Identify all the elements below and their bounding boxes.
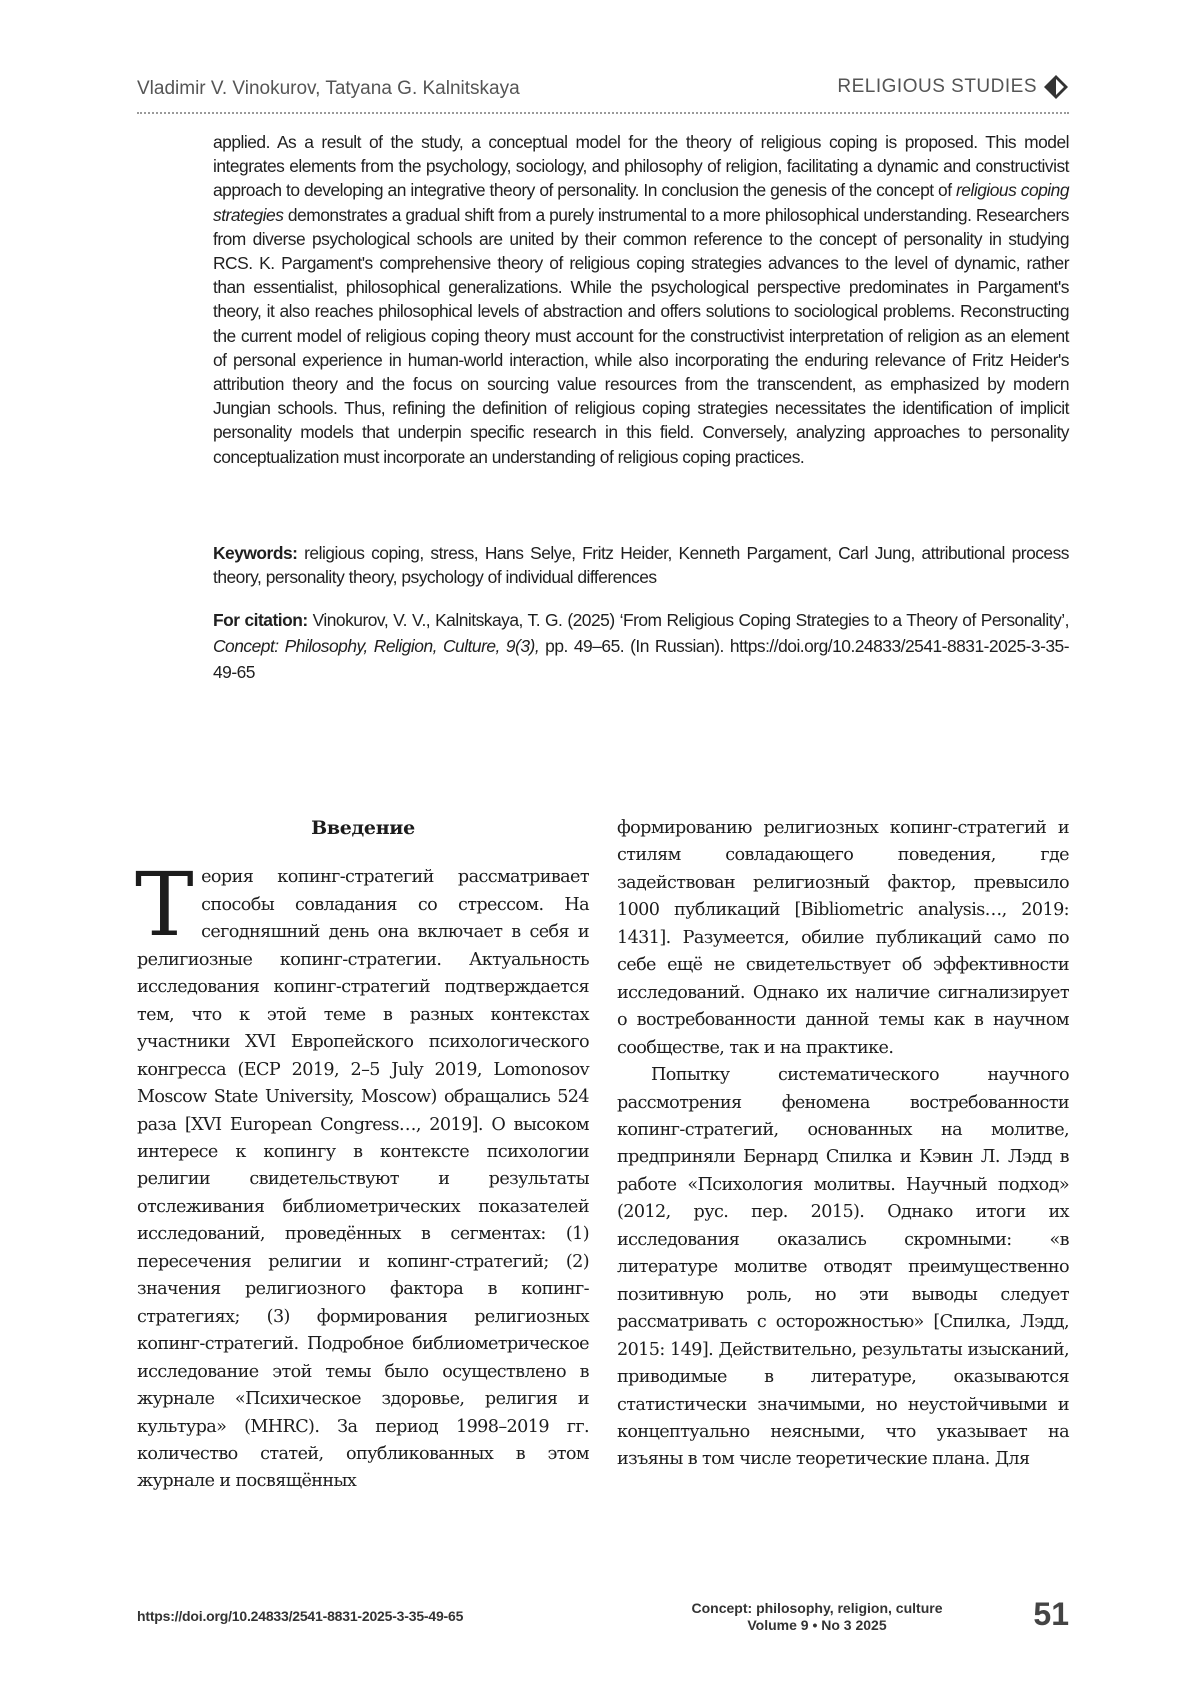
- running-header: [137, 72, 1069, 114]
- footer-journal: [677, 1600, 957, 1634]
- abstract-text-part: applied. As a result of the study, a conceptual model for the theory of religious coping is proposed. This model integrates elements from the psychology, sociology, and philosophy of religion, facilitating a dynamic and constructivist approach to developing an integrative theory of personality. In conclusion the genesis of the concept of: [213, 132, 1069, 201]
- footer-issue: Volume 9 • No 3 2025: [747, 1617, 887, 1633]
- page-number: 51: [1033, 1596, 1069, 1632]
- footer-doi-link[interactable]: https://doi.org/10.24833/2541-8831-2025-3-35-49-65: [137, 1608, 464, 1624]
- keywords: [213, 541, 1069, 589]
- intro-text: еория копинг-стратегий рассматривает способы совладания со стрессом. На сегодняшний день она включает в себя и религиозные копинг-стратегии. Актуальность исследования копинг-стратегий подтверждается тем, что к этой теме в разных контекстах участники XVI Европейского психологического конгресса (ECP 2019, 2–5 July 2019, Lomonosov Moscow State University, Moscow) обращались 524 раза [XVI European Congress…, 2019]. О высоком интересе к копингу в контексте психологии религии свидетельствуют и результаты отслеживания библиометрических показателей исследований, проведённых в сегментах: (1) пересечения религии и копинг-стратегий; (2) значения религиозного фактора в копинг-стратегиях; (3) формирования религиозных копинг-стратегий. Подробное библиометрическое исследование этой темы было осуществлено в журнале «Психическое здоровье, религия и культура» (MHRC). За период 1998–2019 гг. количество статей, опубликованных в этом журнале и посвящённых: [137, 867, 589, 1492]
- dropcap-letter: Т: [135, 853, 194, 957]
- journal-diamond-icon: [1043, 74, 1069, 100]
- section-title: Введение: [311, 817, 415, 839]
- abstract: [213, 130, 1069, 469]
- abstract-text: [213, 130, 1069, 469]
- citation-label: For citation:: [213, 610, 308, 630]
- paragraph-continuation: формированию религиозных копинг-стратегий и стилям совладающего поведения, где задействован религиозный фактор, превысило 1000 публикаций [Bibliometric analysis…, 2019: 1431]. Разумеется, обилие публикаций само по себе ещё не свидетельствует об эффективности исследований. Однако их наличие сигнализирует о востребованности данной темы как в научном сообществе, так и на практике.: [617, 818, 1069, 1058]
- page-footer: [137, 1596, 1069, 1640]
- citation: [213, 607, 1069, 685]
- citation-journal: Concept: Philosophy, Religion, Culture, 9(3),: [213, 636, 540, 656]
- paragraph: Попытку систематического научного рассмотрения феномена востребованности копинг-стратегий, основанных на молитве, предприняли Бернард Спилка и Кэвин Л. Лэдд в работе «Психология молитвы. Научный подход» (2012, рус. пер. 2015). Однако итоги их исследования оказались скромными: «в литературе молитве отводят преимущественно позитивную роль, но эти выводы следует рассматривать с осторожностью» [Спилка, Лэдд, 2015: 149]. Действительно, результаты изысканий, приводимые в литературе, оказываются статистически значимыми, но неустойчивыми и концептуально неясными, что указывает на изъяны в том числе теоретические плана. Для: [617, 1065, 1069, 1470]
- body-column-left: [137, 815, 589, 1496]
- header-journal-section: [837, 74, 1069, 100]
- header-authors: Vladimir V. Vinokurov, Tatyana G. Kalnitskaya: [137, 78, 520, 99]
- citation-doi: pp. 49–65. (In Russian). https://doi.org/10.24833/2541-8831-2025-3-35-49-65: [213, 636, 1070, 682]
- abstract-text-part: demonstrates a gradual shift from a purely instrumental to a more philosophical understanding. Researchers from diverse psychological schools are united by their common reference to the concept of personality in studying RCS. K. Pargament's comprehensive theory of religious coping strategies advances to the level of dynamic, rather than essentialist, philosophical generalizations. While the psychological perspective predominates in Pargament's theory, it also reaches philosophical levels of abstraction and offers solutions to sociological problems. Reconstructing the current model of religious coping theory must account for the constructivist interpretation of religion as an element of personal experience in human-world interaction, while also incorporating the enduring relevance of Fritz Heider's attribution theory and the focus on sourcing value resources from the transcendent, as emphasized by modern Jungian schools. Thus, refining the definition of religious coping strategies necessitates the identification of implicit personality models that underpin specific research in this field. Conversely, analyzing approaches to personality conceptualization must incorporate an understanding of religious coping practices.: [213, 204, 1069, 467]
- keywords-text: religious coping, stress, Hans Selye, Fritz Heider, Kenneth Pargament, Carl Jung, attributional process theory, personality theory, psychology of individual differences: [213, 543, 1069, 588]
- intro-paragraph: [135, 853, 589, 1495]
- citation-text: Vinokurov, V. V., Kalnitskaya, T. G. (2025) ‘From Religious Coping Strategies to a Theory of Personality’,: [307, 610, 1069, 630]
- abstract-italic-term: religious coping strategies: [213, 180, 1069, 225]
- keywords-label: Keywords:: [213, 543, 298, 563]
- footer-journal-name: Concept: philosophy, religion, culture: [691, 1600, 943, 1616]
- body-column-right: [617, 815, 1069, 1474]
- header-section-label: RELIGIOUS STUDIES: [837, 76, 1037, 97]
